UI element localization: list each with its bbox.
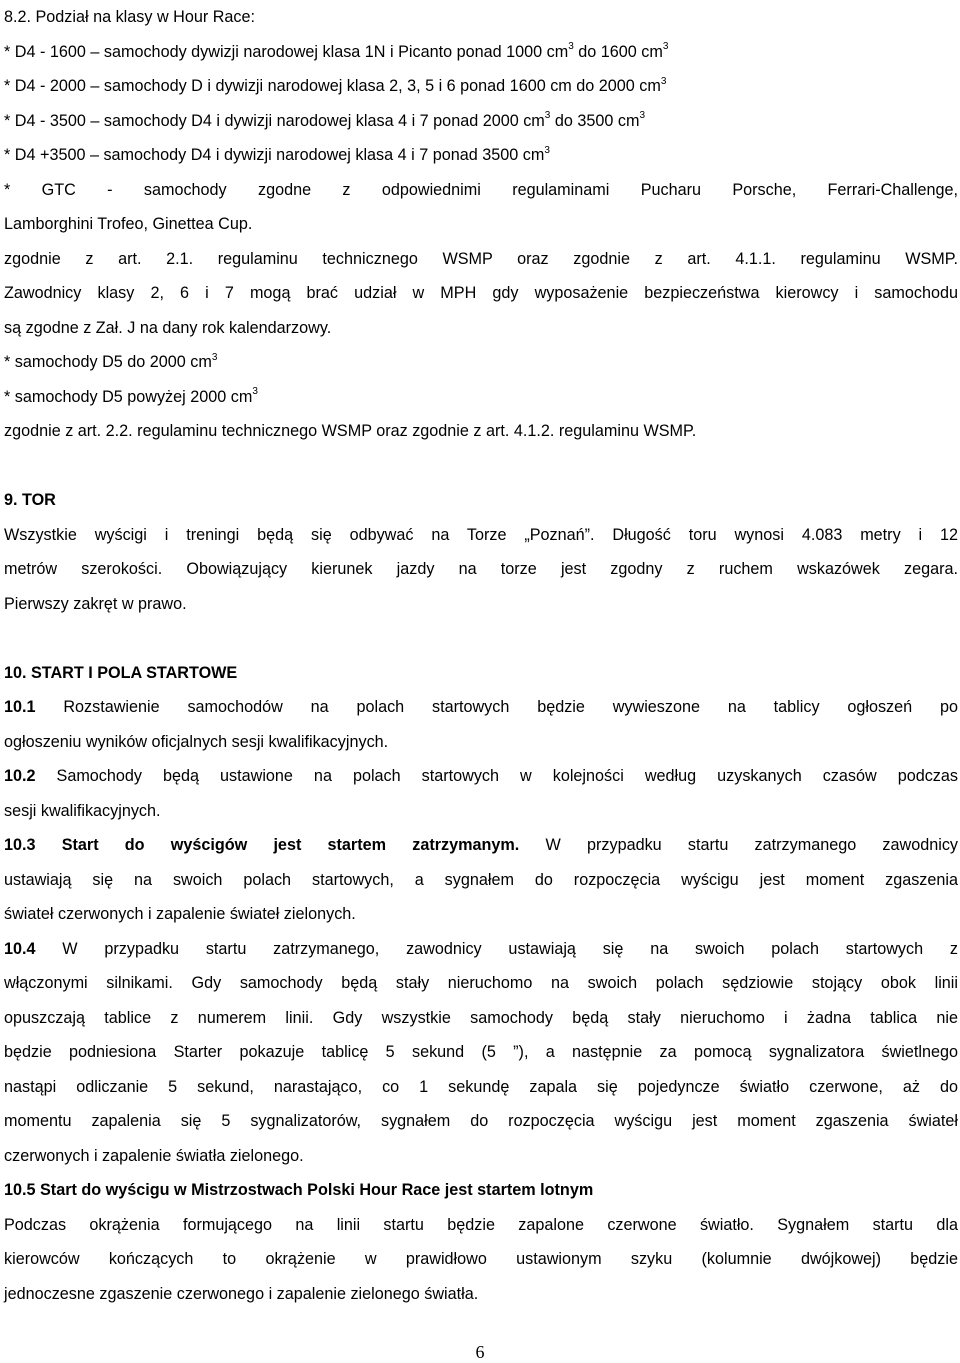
- class-item: * D4 - 2000 – samochody D i dywizji narodowej klasa 2, 3, 5 i 6 ponad 1600 cm do 2000 $cm^3$: [4, 75, 667, 95]
- paragraph-10-4-line: czerwonych i zapalenie światła zielonego.: [4, 1146, 304, 1165]
- track-line: metrów szerokości. Obowiązujący kierunek jazdy na torze jest zgodny z ruchem wskazówek zegara.: [4, 560, 958, 578]
- paragraph-10-4-line: będzie podniesiona Starter pokazuje tablicę 5 sekund (5 ”), a następnie za pomocą sygnalizatora świetlnego: [4, 1043, 958, 1061]
- document-page: [4, 0, 958, 1311]
- paragraph-10-5-line: Podczas okrążenia formującego na linii startu będzie zapalone czerwone światło. Sygnałem startu dla: [4, 1215, 958, 1234]
- page-number: 6: [475, 1342, 485, 1362]
- paragraph-10-4-line: włączonymi silnikami. Gdy samochody będą stały nieruchomo na swoich polach sędziowie stojący obok linii: [4, 974, 958, 992]
- paragraph-10-5-heading: 10.5 Start do wyścigu w Mistrzostwach Polski Hour Race jest startem lotnym: [4, 1181, 594, 1199]
- spacer: [4, 621, 958, 656]
- class-item: * D4 +3500 – samochody D4 i dywizji narodowej klasa 4 i 7 ponad 3500 $cm^3$: [4, 144, 550, 164]
- track-line: Pierwszy zakręt w prawo.: [4, 594, 187, 613]
- paragraph-10-1-line: ogłoszeniu wyników oficjalnych sesji kwalifikacyjnych.: [4, 732, 389, 751]
- paragraph-10-2-line: 10.2 Samochody będą ustawione na polach startowych w kolejności według uzyskanych czasów podczas: [4, 767, 958, 785]
- paragraph-10-4-line: momentu zapalenia się 5 sygnalizatorów, sygnałem do rozpoczęcia wyścigu jest moment zgaszenia świateł: [4, 1112, 958, 1130]
- paragraph-10-3-line: świateł czerwonych i zapalenie świateł zielonych.: [4, 905, 356, 923]
- compliance-line-1: zgodnie z art. 2.1. regulaminu technicznego WSMP oraz zgodnie z art. 4.1.1. regulaminu WSMP.: [4, 249, 958, 268]
- paragraph-10-4-line: opuszczają tablice z numerem linii. Gdy wszystkie samochody będą stały nieruchomo i żadna tablica nie: [4, 1008, 958, 1027]
- section-heading-track: 9. TOR: [4, 491, 56, 509]
- section-heading-start: 10. START I POLA STARTOWE: [4, 663, 238, 682]
- paragraph-10-2-line: sesji kwalifikacyjnych.: [4, 801, 161, 820]
- gtc-line-1: * GTC - samochody zgodne z odpowiednimi regulaminami Pucharu Porsche, Ferrari-Challenge,: [4, 180, 958, 199]
- paragraph-10-5-line: kierowców kończących to okrążenie w prawidłowo ustawionym szyku (kolumnie dwójkowej) będzie: [4, 1250, 958, 1268]
- paragraph-10-3-line: 10.3 Start do wyścigów jest startem zatrzymanym. W przypadku startu zatrzymanego zawodnicy: [4, 836, 958, 854]
- track-line: Wszystkie wyścigi i treningi będą się odbywać na Torze „Poznań”. Długość toru wynosi 4.083 metry i 12: [4, 525, 958, 544]
- mph-line-2: są zgodne z Zał. J na dany rok kalendarzowy.: [4, 318, 332, 337]
- mph-line-1: Zawodnicy klasy 2, 6 i 7 mogą brać udział w MPH gdy wyposażenie bezpieczeństwa kierowcy i samochodu: [4, 284, 958, 302]
- paragraph-10-3-line: ustawiają się na swoich polach startowych, a sygnałem do rozpoczęcia wyścigu jest moment zgaszenia: [4, 870, 958, 889]
- d5-item: * samochody D5 powyżej 2000 $cm^3$: [4, 386, 258, 406]
- paragraph-10-4-line: nastąpi odliczanie 5 sekund, narastająco, co 1 sekundę zapala się pojedyncze światło czerwone, aż do: [4, 1077, 958, 1096]
- paragraph-10-4-line: 10.4 W przypadku startu zatrzymanego, zawodnicy ustawiają się na swoich polach startowych z: [4, 939, 958, 958]
- class-item: * D4 - 1600 – samochody dywizji narodowej klasa 1N i Picanto ponad 1000 $cm^3$ do 1600 $cm^3$: [4, 41, 669, 61]
- paragraph-10-1-line: 10.1 Rozstawienie samochodów na polach startowych będzie wywieszone na tablicy ogłoszeń po: [4, 698, 958, 716]
- paragraph-10-5-line: jednoczesne zgaszenie czerwonego i zapalenie zielonego światła.: [4, 1284, 479, 1303]
- section-heading-classes: 8.2. Podział na klasy w Hour Race:: [4, 8, 256, 26]
- gtc-line-2: Lamborghini Trofeo, Ginettea Cup.: [4, 215, 253, 233]
- d5-item: * samochody D5 do 2000 $cm^3$: [4, 351, 218, 371]
- spacer: [4, 449, 958, 484]
- class-item: * D4 - 3500 – samochody D4 i dywizji narodowej klasa 4 i 7 ponad 2000 $cm^3$ do 3500 $cm^3$: [4, 110, 645, 130]
- compliance-line-2: zgodnie z art. 2.2. regulaminu technicznego WSMP oraz zgodnie z art. 4.1.2. regulaminu WSMP.: [4, 422, 697, 440]
